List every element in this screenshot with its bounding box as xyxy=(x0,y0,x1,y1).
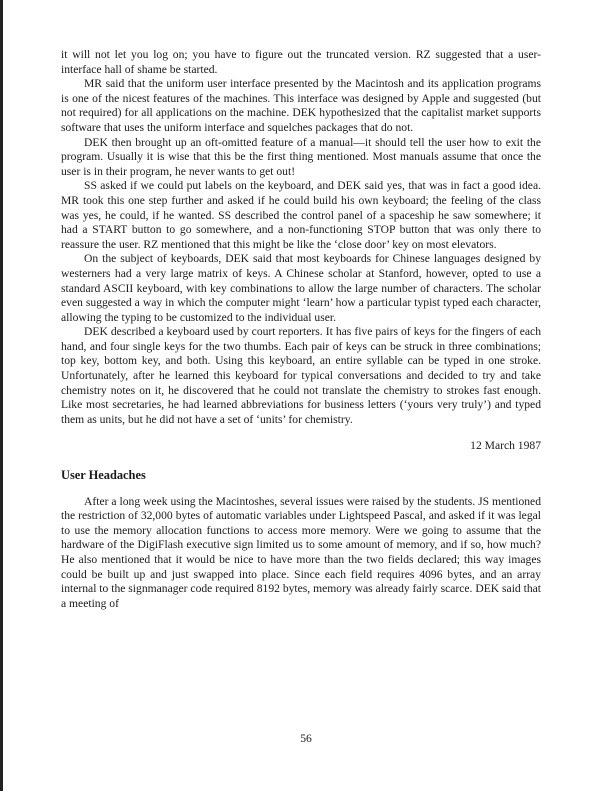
section-heading: User Headaches xyxy=(61,468,146,483)
paragraph: After a long week using the Macintoshes, several issues were raised by the students. JS mentioned the restriction of 32,000 bytes of automatic variables under Lightspeed Pascal, and asked if it was legal to use the memory allocation functions to access more memory. Were we going to assume that the hardware of the DigiFlash executive sign limited us to some amount of memory, and if so, how much? He also mentioned that it would be nice to have more than the two fields declared; this way images could be built up and just swapped into place. Since each field requires 4096 bytes, and an array internal to the signmanager code required 8192 bytes, memory was already fairly scarce. DEK said that a meeting of xyxy=(61,494,542,610)
paragraph: On the subject of keyboards, DEK said that most keyboards for Chinese languages designed by westerners had a very large matrix of keys. A Chinese scholar at Stanford, however, opted to use a standard ASCII keyboard, with key combinations to allow the large number of characters. The scholar even suggested a way in which the computer might ‘learn’ how a particular typist typed each character, allowing the typing to be customized to the individual user. xyxy=(61,252,541,324)
scan-edge xyxy=(0,0,3,791)
paragraph: DEK described a keyboard used by court reporters. It has five pairs of keys for the fingers of each hand, and four single keys for the two thumbs. Each pair of keys can be struck in three combinations; top key, bottom key, and both. Using this keyboard, an entire syllable can be typed in one stroke. Unfortunately, after he learned this keyboard for typical conversations and decided to try and take chemistry notes on it, he discovered that he could not translate the chemistry to strokes fast enough. Like most secretaries, he had learned abbreviations for business letters (‘yours very truly’) and typed them as units, but he did not have a set of ‘units’ for chemistry. xyxy=(61,325,541,426)
paragraph: DEK then brought up an oft-omitted feature of a manual—it should tell the user how to exit the program. Usually it is wise that this be the first thing mentioned. Most manuals assume that once the user is in their program, he never wants to get out! xyxy=(61,135,541,178)
paragraph: MR said that the uniform user interface presented by the Macintosh and its application programs is one of the nicest features of the machines. This interface was designed by Apple and suggested (but not required) for all applications on the machine. DEK hypothesized that the capitalist market supports software that uses the uniform interface and squelches packages that do not. xyxy=(61,77,541,134)
page-number: 56 xyxy=(300,732,312,745)
paragraph: SS asked if we could put labels on the keyboard, and DEK said yes, that was in fact a good idea. MR took this one step further and asked if he could build his own keyboard; the feeling of the class was yes, he could, if he wanted. SS described the control panel of a spaceship he saw somewhere; it had a START button to go somewhere, and a non-functioning STOP button that was only there to reassure the user. RZ mentioned that this might be like the ‘close door’ key on most elevators. xyxy=(61,179,541,251)
document-page xyxy=(61,48,541,611)
paragraph: it will not let you log on; you have to figure out the truncated version. RZ suggested that a user-interface hall of shame be started. xyxy=(61,48,541,76)
date-line: 12 March 1987 xyxy=(470,439,541,453)
